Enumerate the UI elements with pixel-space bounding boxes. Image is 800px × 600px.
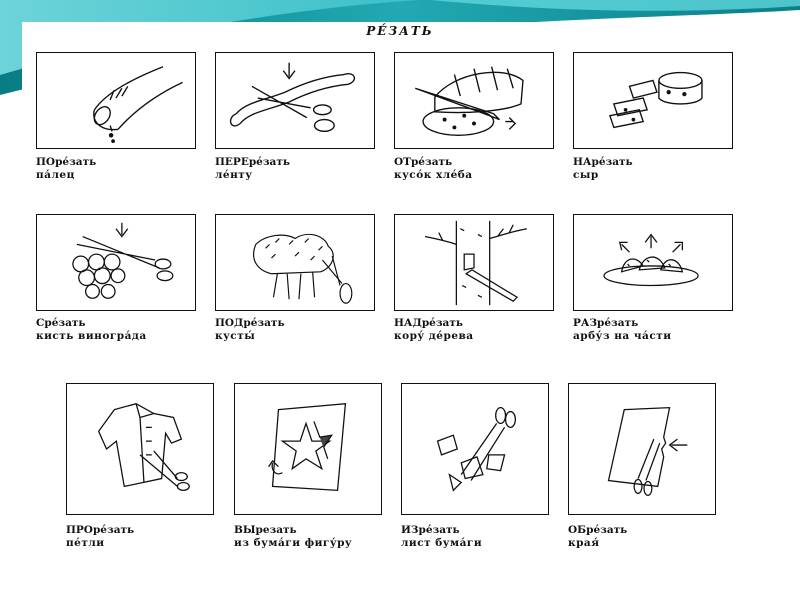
caption — [234, 524, 352, 550]
caption — [215, 156, 290, 182]
grapes-scissors-icon — [36, 214, 196, 311]
object: ле́нту — [215, 169, 253, 181]
prefix: ПЕРЕ — [215, 156, 249, 168]
verb: ре́зать — [597, 317, 639, 329]
caption — [36, 156, 96, 182]
bread-knife-icon — [394, 52, 554, 149]
tree-bark-knife-icon — [394, 214, 554, 311]
prefix: ОТ — [394, 156, 411, 168]
cheese-slices-icon — [573, 52, 733, 149]
caption — [573, 317, 672, 343]
verb: ре́зать — [591, 156, 633, 168]
caption — [401, 524, 482, 550]
caption — [66, 524, 134, 550]
paper-star-icon — [234, 383, 382, 515]
prefix: ОБ — [568, 524, 587, 536]
caption — [568, 524, 627, 550]
prefix: ВЫ — [234, 524, 256, 536]
object: па́лец — [36, 169, 75, 181]
object: края́ — [568, 537, 600, 549]
caption — [215, 317, 285, 343]
caption — [36, 317, 147, 343]
prefix: НАД — [394, 317, 422, 329]
object: сыр — [573, 169, 599, 181]
caption — [394, 156, 473, 182]
prefix: НА — [573, 156, 592, 168]
prefix: ПО — [36, 156, 56, 168]
paper-edge-scissors-icon — [568, 383, 716, 515]
prefix: ПРО — [66, 524, 93, 536]
verb: ре́зать — [418, 524, 460, 536]
object: кусты́ — [215, 330, 256, 342]
prefix: РАЗ — [573, 317, 598, 329]
paper-pieces-scissors-icon — [401, 383, 549, 515]
object: кору́ де́рева — [394, 330, 474, 342]
verb: ре́зать — [243, 317, 285, 329]
watermelon-parts-icon — [573, 214, 733, 311]
object: арбу́з на ча́сти — [573, 330, 672, 342]
object: кисть виногра́да — [36, 330, 147, 342]
bush-shears-icon — [215, 214, 375, 311]
verb: ре́зать — [248, 156, 290, 168]
object: из бума́ги фигу́ру — [234, 537, 353, 549]
page-title: РЕ́ЗАТЬ — [366, 24, 434, 38]
scissors-ribbon-icon — [215, 52, 375, 149]
verb: ре́зать — [55, 156, 97, 168]
verb: резать — [255, 524, 297, 536]
verb: ре́зать — [421, 317, 463, 329]
prefix: ПОД — [215, 317, 244, 329]
verb: ре́зать — [410, 156, 453, 168]
caption — [394, 317, 474, 343]
shirt-scissors-icon — [66, 383, 214, 515]
prefix: С — [36, 317, 45, 329]
object: лист бума́ги — [401, 537, 483, 549]
prefix: ИЗ — [401, 524, 419, 536]
cut-finger-icon — [36, 52, 196, 149]
verb: ре́зать — [586, 524, 628, 536]
object: кусо́к хле́ба — [394, 169, 473, 181]
verb: ре́зать — [44, 317, 86, 329]
object: пе́тли — [66, 537, 105, 549]
verb: ре́зать — [92, 524, 135, 536]
caption — [573, 156, 633, 182]
